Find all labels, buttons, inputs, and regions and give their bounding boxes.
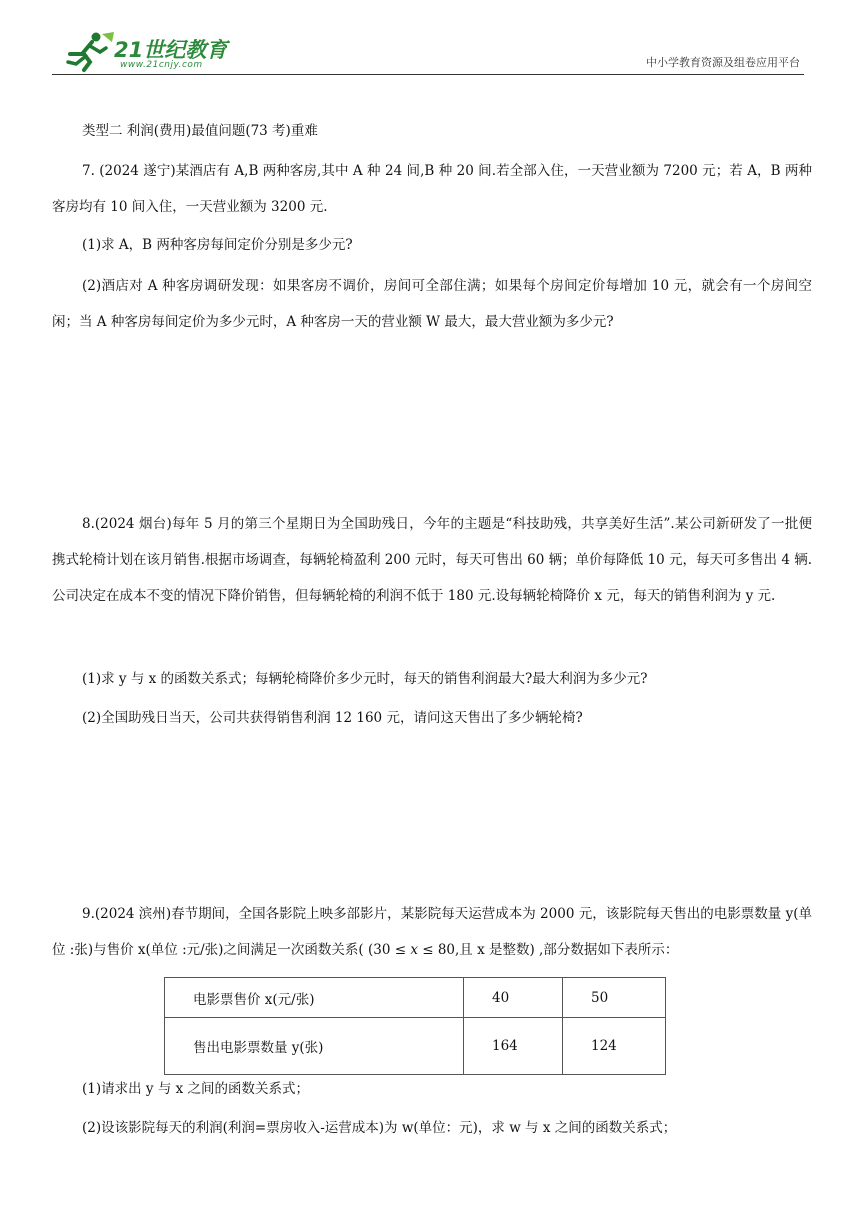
q7-part2: (2)酒店对 A 种客房调研发现：如果客房不调价，房间可全部住满；如果每个房间定价每增加 10 元，就会有一个房间空闲；当 A 种客房每间定价为多少元时，A 种客房一天的营业额 W 最大，最大营业额为多少元? <box>52 278 812 330</box>
q8-part2: (2)全国助残日当天，公司共获得销售利润 12 160 元，请问这天售出了多少辆轮椅? <box>82 710 583 726</box>
table-cell-label: 电影票售价 x(元/张) <box>165 978 464 1018</box>
q8-part1: (1)求 y 与 x 的函数关系式；每辆轮椅降价多少元时，每天的销售利润最大?最大利润为多少元? <box>82 671 648 687</box>
q9-part1: (1)请求出 y 与 x 之间的函数关系式； <box>82 1081 310 1097</box>
price-table <box>164 977 666 1075</box>
table-row <box>165 978 666 1018</box>
q7-stem: 7. (2024 遂宁)某酒店有 A,B 两种客房,其中 A 种 24 间,B 种 20 间.若全部入住，一天营业额为 7200 元；若 A，B 两种客房均有 10 间入住，一天营业额为 3200 元. <box>52 163 812 215</box>
table-row <box>165 1018 666 1075</box>
table-cell-label: 售出电影票数量 y(张) <box>165 1018 464 1075</box>
logo-url: www.21cnjy.com <box>120 60 203 70</box>
q7-part1: (1)求 A，B 两种客房每间定价分别是多少元? <box>82 237 353 253</box>
q9-part2: (2)设该影院每天的利润(利润=票房收入-运营成本)为 w(单位：元)，求 w 与 x 之间的函数关系式； <box>82 1120 677 1136</box>
table-cell: 124 <box>563 1018 666 1075</box>
q9-stem: 9.(2024 滨州)春节期间，全国各影院上映多部影片，某影院每天运营成本为 2000 元，该影院每天售出的电影票数量 y(单位 :张)与售价 x(单位 :元/张)之间满足一次函数关系( (30 ≤ 𝑥 ≤ 80,且 x 是整数) ,部分数据如下表所示： <box>52 906 812 958</box>
logo-text: 21世纪教育 <box>114 38 228 62</box>
site-logo[interactable] <box>62 30 232 72</box>
q8-stem: 8.(2024 烟台)每年 5 月的第三个星期日为全国助残日，今年的主题是“科技助残，共享美好生活”.某公司新研发了一批便携式轮椅计划在该月销售.根据市场调查，每辆轮椅盈利 200 元时，每天可售出 60 辆；单价每降低 10 元，每天可多售出 4 辆.公司决定在成本不变的情况下降价销售，但每辆轮椅的利润不低于 180 元.设每辆轮椅降价 x 元，每天的销售利润为 y 元. <box>52 516 812 604</box>
runner-icon <box>62 30 118 72</box>
platform-label: 中小学教育资源及组卷应用平台 <box>646 56 800 69</box>
table-cell: 164 <box>464 1018 563 1075</box>
section-title: 类型二 利润(费用)最值问题(73 考)重难 <box>82 123 318 139</box>
table-cell: 50 <box>563 978 666 1018</box>
page-header <box>52 28 804 75</box>
table-cell: 40 <box>464 978 563 1018</box>
